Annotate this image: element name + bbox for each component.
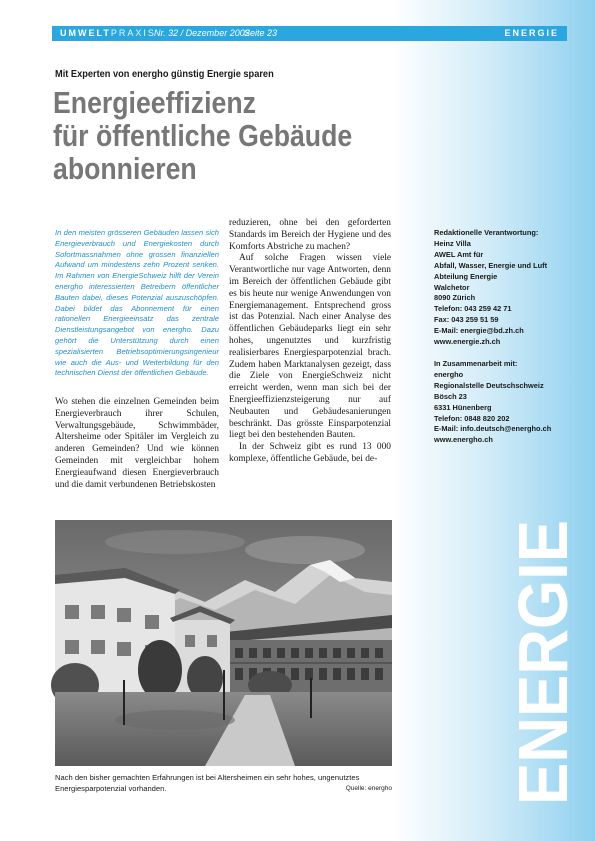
kicker: Mit Experten von energho günstig Energie sparen <box>55 68 274 80</box>
contact-email[interactable]: E-Mail: info.deutsch@energho.ch <box>434 424 552 434</box>
body-column-1 <box>55 397 219 491</box>
building-photo <box>55 520 392 766</box>
contact-line: 8090 Zürich <box>434 293 476 303</box>
contact-website[interactable]: www.energho.ch <box>434 435 493 445</box>
photo-credit: Quelle: energho <box>345 785 392 792</box>
contact-line: AWEL Amt für <box>434 249 484 259</box>
page-number: Seite 23 <box>244 28 278 38</box>
contact-sidebar <box>434 228 584 446</box>
contact-line: In Zusammenarbeit mit: <box>434 358 518 368</box>
headline <box>53 86 397 185</box>
brand-logo: UMWELTPRAXIS <box>60 28 156 38</box>
body-paragraph: In der Schweiz gibt es rund 13 000 komplexe, öffentliche Gebäude, bei de- <box>229 442 391 464</box>
headline-line-2: für öffentliche Gebäude <box>53 118 353 153</box>
caption-text: Nach den bisher gemachten Erfahrungen ist bei Altersheimen ein sehr hohes, ungenutztes Energiesparpotenzial vorhanden. <box>55 773 360 793</box>
lead-paragraph: In den meisten grösseren Gebäuden lassen sich Energieverbrauch und Energiekosten durch Sofortmassnahmen ohne grossen finanziellen Aufwand um mindestens zehn Prozent senken. Im Rahmen von EnergieSchweiz hilft der Verein energho interessierten Betreibern öffentlicher Bauten dabei, dieses Potenzial auszuschöpfen. Dabei bildet das Abonnement für einen rationellen Energieeinsatz das zentrale Dienstleistungsangebot von energho. Dazu gehört die Unterstützung durch einen spezialisierten Betriebsoptimierungsingenieur wie auch die Aus- und Weiterbildung für den technischen Dienst der öffentlichen Gebäude. <box>55 228 219 378</box>
contact-line: Heinz Villa <box>434 238 471 248</box>
vertical-section-title-text: ENERGIE <box>504 489 582 805</box>
contact-line: Telefon: 0848 820 202 <box>434 413 510 423</box>
vertical-section-title <box>504 489 582 810</box>
contact-line: 6331 Hünenberg <box>434 402 492 412</box>
photo-caption <box>55 772 392 794</box>
header-bar <box>52 26 567 41</box>
contact-block-partner <box>434 359 584 446</box>
body-paragraph: Wo stehen die einzelnen Gemeinden beim Energieverbrauch ihrer Schulen, Verwaltungsgebäude, Schwimmbäder, Altersheime oder Spitäler im Vergleich zu anderen Gemeinden? Und wie können Gemeinden mit vergleichbar hohem Energieaufwand diesen Energieverbrauch und die damit verbundenen Betriebskosten <box>55 397 219 490</box>
building-photo-image <box>55 520 392 766</box>
body-paragraph: reduzieren, ohne bei den geforderten Standards im Bereich der Hygiene und des Komforts Abstriche zu machen? <box>229 218 391 252</box>
contact-line: Regionalstelle Deutschschweiz <box>434 380 544 390</box>
contact-line: Telefon: 043 259 42 71 <box>434 304 512 314</box>
headline-line-3: abonnieren <box>53 151 197 186</box>
contact-line: Abfall, Wasser, Energie und Luft <box>434 260 548 270</box>
issue-number: Nr. 32 / Dezember 2002 <box>154 28 250 38</box>
contact-line: energho <box>434 369 464 379</box>
headline-line-1: Energieeffizienz <box>53 85 256 120</box>
contact-website[interactable]: www.energie.zh.ch <box>434 337 501 347</box>
body-paragraph: Auf solche Fragen wissen viele Verantwortliche nur vage Antworten, denn im Bereich der öffentlichen Gebäude gibt es bis heute nur wenige Anwendungen von Energiemanagement. Entsprechend gross ist das Potenzial. Nach einer Analyse des öffentlichen Gebäudeparks liegt ein sehr hohes, ungenutztes und kurzfristig realisierbares Energiesparpotenzial brach. Zudem haben Marktanalysen gezeigt, dass die Ziele von EnergieSchweiz nicht erreicht werden, wenn man sich bei der Energieeffizienzsteigerung nur auf Neubauten und Gebäudesanierungen beschränkt. Das grösste Einsparpotenzial liegt bei den bestehenden Bauten. <box>229 253 391 441</box>
contact-block-editorial <box>434 228 584 348</box>
contact-line: Fax: 043 259 51 59 <box>434 315 499 325</box>
contact-line: Redaktionelle Verantwortung: <box>434 228 539 237</box>
contact-email[interactable]: E-Mail: energie@bd.zh.ch <box>434 326 524 336</box>
contact-line: Walchetor <box>434 282 470 292</box>
contact-line: Bösch 23 <box>434 391 467 401</box>
contact-line: Abteilung Energie <box>434 271 498 281</box>
section-label: ENERGIE <box>504 28 559 38</box>
body-column-2 <box>229 218 391 466</box>
